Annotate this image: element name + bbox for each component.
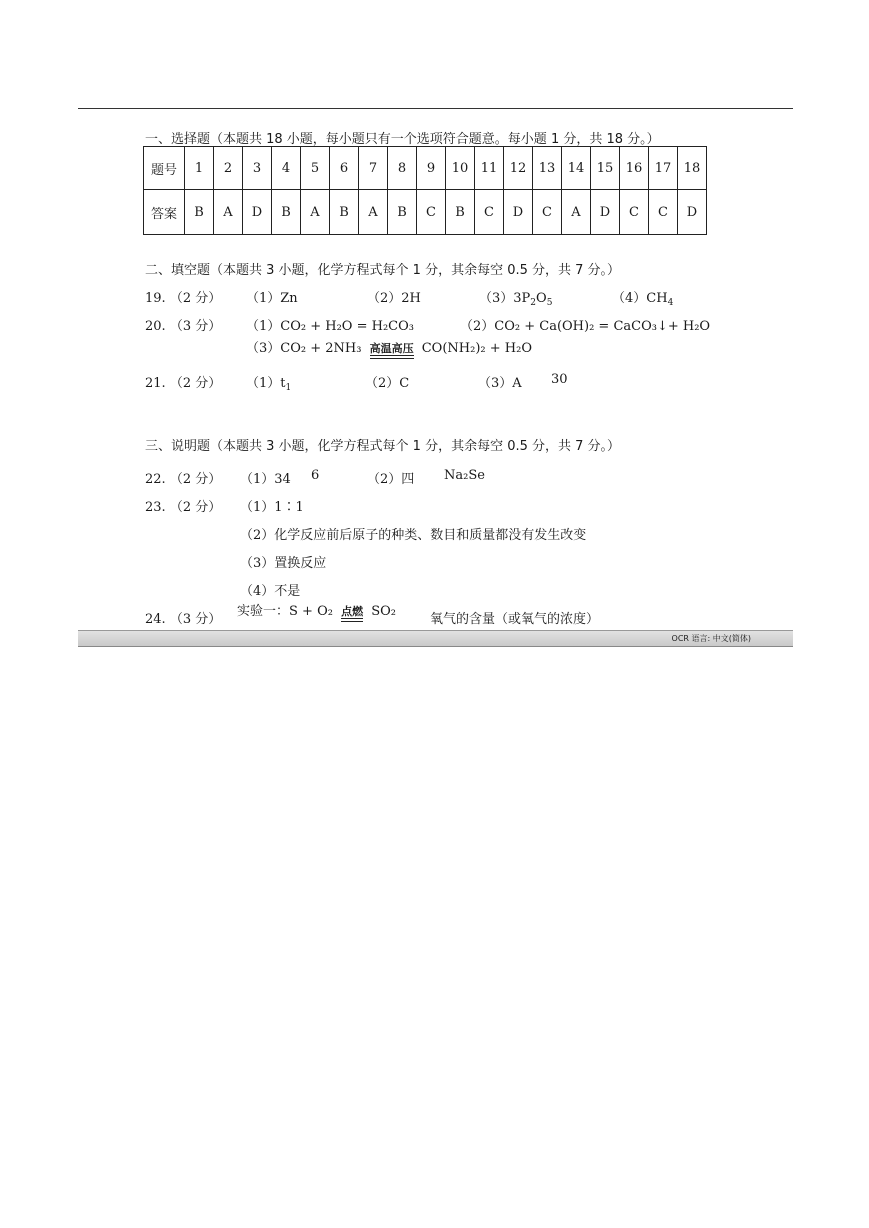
section2-heading: 二、填空题（本题共 3 小题，化学方程式每个 1 分，其余每空 0.5 分，共 7 分。） xyxy=(145,263,621,278)
q23-a4: （4）不是 xyxy=(240,584,301,599)
answer-cell: C xyxy=(620,190,649,235)
section1-heading: 一、选择题（本题共 18 小题，每小题只有一个选项符合题意。每小题 1 分，共 18 分。） xyxy=(145,132,660,147)
q21-num: 21. xyxy=(145,376,166,391)
question-number-cell: 14 xyxy=(562,147,591,190)
question-number-cell: 1 xyxy=(185,147,214,190)
q19-line xyxy=(145,287,221,306)
q19-a4: $(4)CH_4$ xyxy=(612,291,674,308)
q19-a2: （2）2H xyxy=(367,291,421,306)
question-number-cell: 18 xyxy=(678,147,707,190)
ocr-language-label: OCR 语言: 中文(简体) xyxy=(671,634,751,643)
question-number-cell: 9 xyxy=(417,147,446,190)
question-number-cell: 4 xyxy=(272,147,301,190)
q23-a3: （3）置换反应 xyxy=(240,556,327,571)
question-number-cell: 7 xyxy=(359,147,388,190)
question-number-cell: 17 xyxy=(649,147,678,190)
q20-line xyxy=(145,315,221,334)
answer-cell: D xyxy=(678,190,707,235)
q23-a1: （1）1∶1 xyxy=(240,500,304,515)
question-number-cell: 11 xyxy=(475,147,504,190)
q22-a2-value: Na₂Se xyxy=(444,468,485,483)
q21-line xyxy=(145,372,221,391)
answer-cell: C xyxy=(475,190,504,235)
answer-cell: A xyxy=(214,190,243,235)
q22-line xyxy=(145,468,221,487)
question-number-cell: 15 xyxy=(591,147,620,190)
answer-cell: B xyxy=(446,190,475,235)
reaction-condition-ignite: 点燃 xyxy=(341,606,363,622)
answer-cell: D xyxy=(504,190,533,235)
question-number-cell: 10 xyxy=(446,147,475,190)
q20-a2: （2）CO₂ + Ca(OH)₂ = CaCO₃↓+ H₂O xyxy=(460,319,711,334)
q22-a1: （1）34 xyxy=(240,472,291,487)
question-number-cell: 16 xyxy=(620,147,649,190)
q23-num: 23. xyxy=(145,500,166,515)
answer-cell: C xyxy=(417,190,446,235)
q24-equation: 实验一：S + O₂ 点燃 SO₂ xyxy=(237,600,396,622)
section3-heading: 三、说明题（本题共 3 小题，化学方程式每个 1 分，其余每空 0.5 分，共 7 分。） xyxy=(145,439,621,454)
answer-cell: C xyxy=(649,190,678,235)
answer-cell: B xyxy=(185,190,214,235)
q19-a3: $(3)3P_2O_5$ xyxy=(479,291,553,308)
q24-num: 24. xyxy=(145,612,166,627)
q22-a2: （2）四 xyxy=(367,472,415,487)
q19-score: （2 分） xyxy=(169,291,222,306)
answer-cell: A xyxy=(562,190,591,235)
q20-a1: （1）CO₂ + H₂O = H₂CO₃ xyxy=(246,319,414,334)
answer-cell: C xyxy=(533,190,562,235)
question-number-cell: 13 xyxy=(533,147,562,190)
q20-a3-pre: （3）CO₂ + 2NH₃ xyxy=(246,341,362,356)
q21-a1: $(1)t_1$ xyxy=(246,376,292,393)
answer-cell: B xyxy=(272,190,301,235)
q22-score: （2 分） xyxy=(169,472,222,487)
q21-a3-value: 30 xyxy=(551,372,568,387)
q21-a2: （2）C xyxy=(365,376,410,391)
top-rule xyxy=(78,108,793,109)
answer-cell: B xyxy=(330,190,359,235)
q22-a1-value: 6 xyxy=(311,468,320,483)
q23-line xyxy=(145,496,221,515)
q20-a3-post: CO(NH₂)₂ + H₂O xyxy=(421,341,532,356)
q23-a2: （2）化学反应前后原子的种类、数目和质量都没有发生改变 xyxy=(240,528,587,543)
q19-num: 19. xyxy=(145,291,166,306)
answer-cell: D xyxy=(591,190,620,235)
question-number-cell: 8 xyxy=(388,147,417,190)
row-label-number: 题号 xyxy=(144,147,185,190)
q23-score: （2 分） xyxy=(169,500,222,515)
answer-cell: A xyxy=(359,190,388,235)
question-number-cell: 2 xyxy=(214,147,243,190)
question-number-cell: 3 xyxy=(243,147,272,190)
q19-a1: （1）Zn xyxy=(246,291,298,306)
question-number-cell: 5 xyxy=(301,147,330,190)
q20-a3 xyxy=(246,337,532,359)
q22-num: 22. xyxy=(145,472,166,487)
answer-cell: D xyxy=(243,190,272,235)
row-label-answer: 答案 xyxy=(144,190,185,235)
answer-cell: B xyxy=(388,190,417,235)
q24-score: （3 分） xyxy=(169,612,222,627)
answer-cell: A xyxy=(301,190,330,235)
q20-score: （3 分） xyxy=(169,319,222,334)
q24-line xyxy=(145,608,221,627)
question-number-cell: 12 xyxy=(504,147,533,190)
status-bar xyxy=(78,630,793,647)
q21-a3: （3）A xyxy=(478,376,522,391)
question-number-cell: 6 xyxy=(330,147,359,190)
q24-tail: 氧气的含量（或氧气的浓度） xyxy=(430,612,600,627)
q20-num: 20. xyxy=(145,319,166,334)
reaction-condition: 高温高压 xyxy=(370,343,414,359)
answer-table xyxy=(143,146,707,235)
q21-score: （2 分） xyxy=(169,376,222,391)
